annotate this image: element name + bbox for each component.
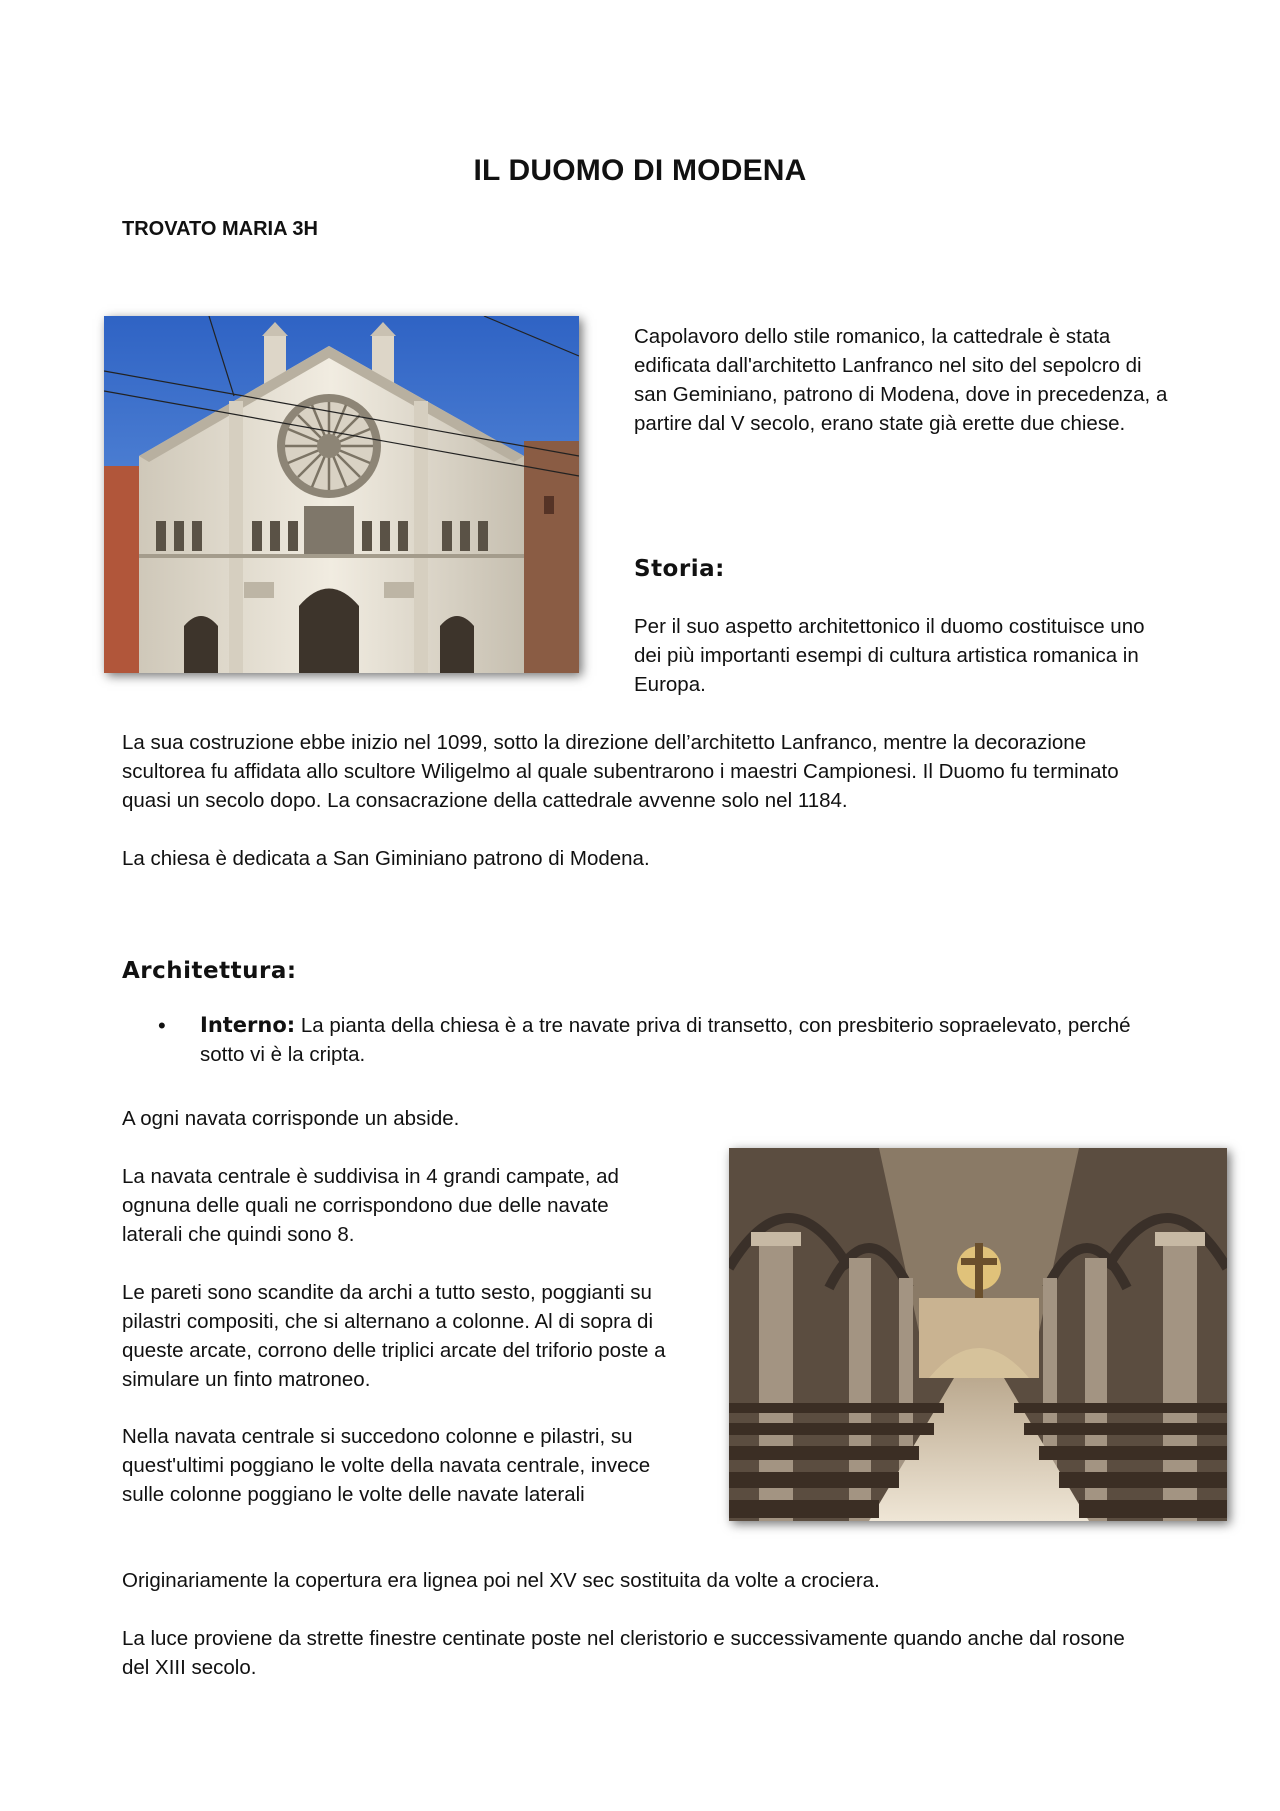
intro-paragraph: Capolavoro dello stile romanico, la cattedrale è stata edificata dall'architetto Lanfranco nel sito del sepolcro di san Geminiano, patrono di Modena, dove in precedenza, a partire dal V secolo, erano state già erette due chiese. — [634, 325, 1168, 435]
architettura-paragraph-4: Nella navata centrale si succedono colonne e pilastri, su quest'ultimi poggiano le volte della navata centrale, invece sulle colonne poggiano le volte delle navate laterali — [122, 1425, 651, 1506]
bullet-icon: • — [158, 1013, 166, 1038]
author-line: TROVATO MARIA 3H — [122, 218, 318, 240]
storia-paragraph-2: La sua costruzione ebbe inizio nel 1099, sotto la direzione dell’architetto Lanfranco, mentre la decorazione scultorea fu affidata allo scultore Wiligelmo al quale subentrarono i maestri Campionesi. Il Duomo fu terminato quasi un secolo dopo. La consacrazione della cattedrale avvenne solo nel 1184. — [122, 731, 1119, 812]
architettura-paragraph-2: La navata centrale è suddivisa in 4 grandi campate, ad ognuna delle quali ne corrispondono due delle navate laterali che quindi sono 8. — [122, 1165, 619, 1246]
interior-photo — [729, 1148, 1227, 1521]
facade-photo — [104, 316, 579, 673]
architettura-paragraph-3: Le pareti sono scandite da archi a tutto sesto, poggianti su pilastri compositi, che si alternano a colonne. Al di sopra di queste arcate, corrono delle triplici arcate del triforio poste a simulare un finto matroneo. — [122, 1281, 666, 1391]
storia-heading: Storia: — [634, 556, 725, 582]
page-title: IL DUOMO DI MODENA — [473, 154, 807, 187]
architettura-heading: Architettura: — [122, 958, 297, 984]
bullet-body: La pianta della chiesa è a tre navate priva di transetto, con presbiterio sopraelevato, perché sotto vi è la cripta. — [200, 1014, 1131, 1066]
storia-paragraph-1: Per il suo aspetto architettonico il duomo costituisce uno dei più importanti esempi di cultura artistica romanica in Europa. — [634, 615, 1145, 696]
storia-paragraph-3: La chiesa è dedicata a San Giminiano patrono di Modena. — [122, 847, 650, 870]
architettura-paragraph-1: A ogni navata corrisponde un abside. — [122, 1107, 460, 1130]
architettura-paragraph-6: La luce proviene da strette finestre centinate poste nel cleristorio e successivamente quando anche dal rosone del XIII secolo. — [122, 1627, 1125, 1679]
architettura-paragraph-5: Originariamente la copertura era lignea poi nel XV sec sostituita da volte a crociera. — [122, 1569, 880, 1592]
cathedral-interior-image — [729, 1148, 1227, 1521]
bullet-text — [200, 1011, 1140, 1069]
cathedral-facade-image — [104, 316, 579, 673]
bullet-label: Interno: — [200, 1013, 296, 1037]
